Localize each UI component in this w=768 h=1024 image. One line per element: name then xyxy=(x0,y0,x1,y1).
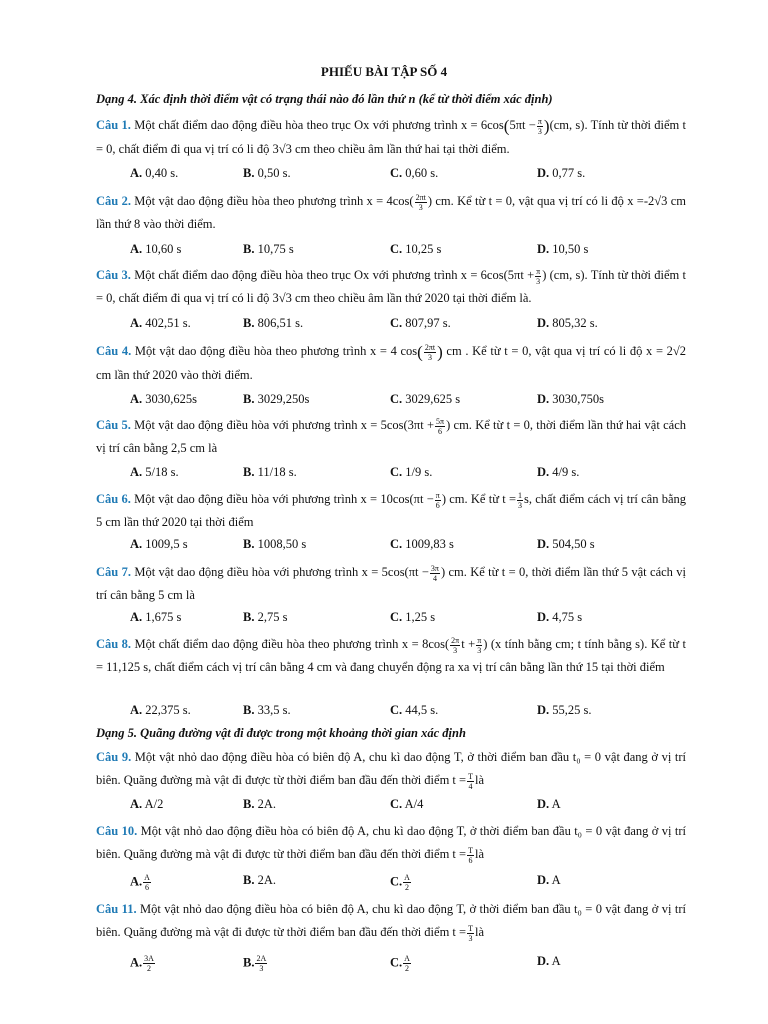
option-d[interactable]: D. 504,50 s xyxy=(537,537,595,551)
option-b[interactable]: B. 2A. xyxy=(243,873,276,887)
fraction: $\frac{2\pi t}{3}$ xyxy=(415,192,426,212)
worksheet-title: PHIẾU BÀI TẬP SỐ 4 xyxy=(320,64,448,79)
option-c[interactable]: C. $\frac{A}{2}$ xyxy=(390,873,410,892)
option-a[interactable]: A. 3030,625s xyxy=(130,392,198,406)
question-number: Câu 10. xyxy=(96,824,138,838)
option-b[interactable]: B. 11/18 s. xyxy=(243,465,297,479)
question-number: Câu 8. xyxy=(96,637,132,651)
option-c[interactable]: C. 807,97 s. xyxy=(390,316,451,330)
option-d[interactable]: D. A xyxy=(537,873,561,887)
question-number: Câu 7. xyxy=(96,565,131,579)
option-a[interactable]: A. 5/18 s. xyxy=(130,465,179,479)
fraction: $\frac{2\pi t}{3}$ xyxy=(424,342,436,362)
option-b[interactable]: B. 10,75 s xyxy=(243,242,294,256)
option-d[interactable]: D. 3030,750s xyxy=(537,392,605,406)
section-4-heading: Dạng 4. Xác định thời điểm vật có trạng thái nào đó lần thứ n (kể từ thời điểm xác định) xyxy=(96,92,553,106)
option-b[interactable]: B. 2,75 s xyxy=(243,610,288,624)
question-number: Câu 6. xyxy=(96,492,131,506)
question-5: Câu 5. Một vật dao động điều hòa với phương trình x = 5cos(3πt + $\frac{5\pi}{6}$ ) cm. Kể từ t = 0, thời điểm lần thứ hai vật cách vị trí cân bằng 2,5 cm là xyxy=(96,416,686,455)
fraction: $\frac{3\pi}{4}$ xyxy=(430,563,439,583)
option-a[interactable]: A. 10,60 s xyxy=(130,242,182,256)
option-b[interactable]: B. 0,50 s. xyxy=(243,166,291,180)
option-d[interactable]: D. 0,77 s. xyxy=(537,166,586,180)
option-a[interactable]: A. 1009,5 s xyxy=(130,537,188,551)
option-d[interactable]: D. A xyxy=(537,797,561,811)
question-number: Câu 2. xyxy=(96,194,131,208)
option-c[interactable]: C. $\frac{A}{2}$ xyxy=(390,954,410,973)
option-d[interactable]: D. A xyxy=(537,954,561,968)
question-number: Câu 11. xyxy=(96,902,137,916)
question-3: Câu 3. Một chất điểm dao động điều hòa theo trục Ox với phương trình x = 6cos(5πt + $\frac{\pi}{3}$ ) (cm, s). Tính từ thời điểm t = 0, chất điểm đi qua vị trí có li độ 3√3 cm theo chiều âm lần thứ 2020 tại thời điểm là. xyxy=(96,266,686,305)
option-a[interactable]: A. 402,51 s. xyxy=(130,316,191,330)
option-a[interactable]: A. $\frac{A}{6}$ xyxy=(130,873,150,892)
option-b[interactable]: B. $\frac{2A}{3}$ xyxy=(243,954,267,973)
option-c[interactable]: C. 44,5 s. xyxy=(390,703,439,717)
question-number: Câu 1. xyxy=(96,118,131,132)
option-a[interactable]: A. 0,40 s. xyxy=(130,166,179,180)
option-c[interactable]: C. A/4 xyxy=(390,797,424,811)
fraction: $\frac{\pi}{6}$ xyxy=(435,490,440,510)
question-1: Câu 1. Một chất điểm dao động điều hòa theo trục Ox với phương trình x = 6cos(5πt − $\frac{\pi}{3}$ )(cm, s). Tính từ thời điểm t = 0, chất điểm đi qua vị trí có li độ 3√3 cm theo chiều âm lần thứ hai tại thời điểm. xyxy=(96,116,686,156)
option-d[interactable]: D. 55,25 s. xyxy=(537,703,592,717)
question-number: Câu 9. xyxy=(96,750,132,764)
option-d[interactable]: D. 805,32 s. xyxy=(537,316,598,330)
option-c[interactable]: C. 0,60 s. xyxy=(390,166,439,180)
option-b[interactable]: B. 3029,250s xyxy=(243,392,310,406)
question-number: Câu 5. xyxy=(96,418,131,432)
question-9: Câu 9. Một vật nhỏ dao động điều hòa có biên độ A, chu kì dao động T, ở thời điểm ban đầu t₀ = 0 vật đang ở vị trí biên. Quãng đường mà vật đi được từ thời điểm ban đầu đến thời điểm t = $\frac{T}{4}$ là xyxy=(96,750,686,791)
option-c[interactable]: C. 10,25 s xyxy=(390,242,442,256)
question-number: Câu 4. xyxy=(96,344,132,358)
fraction: $\frac{\pi}{3}$ xyxy=(537,116,542,136)
question-11: Câu 11. Một vật nhỏ dao động điều hòa có biên độ A, chu kì dao động T, ở thời điểm ban đầu t₀ = 0 vật đang ở vị trí biên. Quãng đường mà vật đi được từ thời điểm ban đầu đến thời điểm t = $\frac{T}{3}$ là xyxy=(96,902,686,943)
option-c[interactable]: C. 1,25 s xyxy=(390,610,436,624)
fraction: $\frac{\pi}{3}$ xyxy=(536,266,541,286)
option-b[interactable]: B. 1008,50 s xyxy=(243,537,307,551)
fraction: $\frac{1}{3}$ xyxy=(518,490,523,510)
fraction: $\frac{T}{3}$ xyxy=(468,923,473,943)
option-a[interactable]: A. $\frac{3A}{2}$ xyxy=(130,954,154,973)
question-6: Câu 6. Một vật dao động điều hòa với phương trình x = 10cos(πt − $\frac{\pi}{6}$ ) cm. Kể từ t = $\frac{1}{3}$ s, chất điểm cách vị trí cân bằng 5 cm lần thứ 2020 tại thời điểm xyxy=(96,490,687,529)
option-b[interactable]: B. 2A. xyxy=(243,797,276,811)
fraction: $\frac{T}{4}$ xyxy=(468,771,473,791)
option-d[interactable]: D. 10,50 s xyxy=(537,242,589,256)
option-c[interactable]: C. 1009,83 s xyxy=(390,537,454,551)
fraction: $\frac{\pi}{3}$ xyxy=(477,635,482,655)
question-2: Câu 2. Một vật dao động điều hòa theo phương trình x = 4cos( $\frac{2\pi t}{3}$ ) cm. Kể từ t = 0, vật qua vị trí có li độ x =-2√3 cm lần thứ 8 vào thời điểm. xyxy=(96,192,686,231)
option-d[interactable]: D. 4/9 s. xyxy=(537,465,580,479)
fraction: $\frac{T}{6}$ xyxy=(468,845,473,865)
option-a[interactable]: A. A/2 xyxy=(130,797,164,811)
question-10: Câu 10. Một vật nhỏ dao động điều hòa có biên độ A, chu kì dao động T, ở thời điểm ban đầu t₀ = 0 vật đang ở vị trí biên. Quãng đường mà vật đi được từ thời điểm ban đầu đến thời điểm t = $\frac{T}{6}$ là xyxy=(96,824,686,865)
fraction: $\frac{5\pi}{6}$ xyxy=(436,416,445,436)
question-8: Câu 8. Một chất điểm dao động điều hòa theo phương trình x = 8cos( $\frac{2\pi}{3}$ t + $\frac{\pi}{3}$ ) (x tính bằng cm; t tính bằng s). Kể từ t = 11,125 s, chất điểm cách vị trí cân bằng 4 cm và đang chuyển động ra xa vị trí cân bằng lần thứ 15 tại thời điểm xyxy=(96,635,686,674)
option-d[interactable]: D. 4,75 s xyxy=(537,610,583,624)
section-5-heading: Dạng 5. Quãng đường vật đi được trong một khoảng thời gian xác định xyxy=(96,726,466,740)
option-a[interactable]: A. 22,375 s. xyxy=(130,703,191,717)
option-b[interactable]: B. 806,51 s. xyxy=(243,316,304,330)
option-b[interactable]: B. 33,5 s. xyxy=(243,703,291,717)
option-c[interactable]: C. 1/9 s. xyxy=(390,465,433,479)
option-a[interactable]: A. 1,675 s xyxy=(130,610,182,624)
option-c[interactable]: C. 3029,625 s xyxy=(390,392,461,406)
fraction: $\frac{2\pi}{3}$ xyxy=(451,635,460,655)
question-number: Câu 3. xyxy=(96,268,131,282)
question-4: Câu 4. Một vật dao động điều hòa theo phương trình x = 4 cos( $\frac{2\pi t}{3}$ ) cm . Kể từ t = 0, vật qua vị trí có li độ x = 2√2 cm lần thứ 2020 vào thời điểm. xyxy=(96,342,687,382)
question-7: Câu 7. Một vật dao động điều hòa với phương trình x = 5cos(πt − $\frac{3\pi}{4}$ ) cm. Kể từ t = 0, thời điểm lần thứ 5 vật cách vị trí cân bằng 5 cm là xyxy=(96,563,686,602)
